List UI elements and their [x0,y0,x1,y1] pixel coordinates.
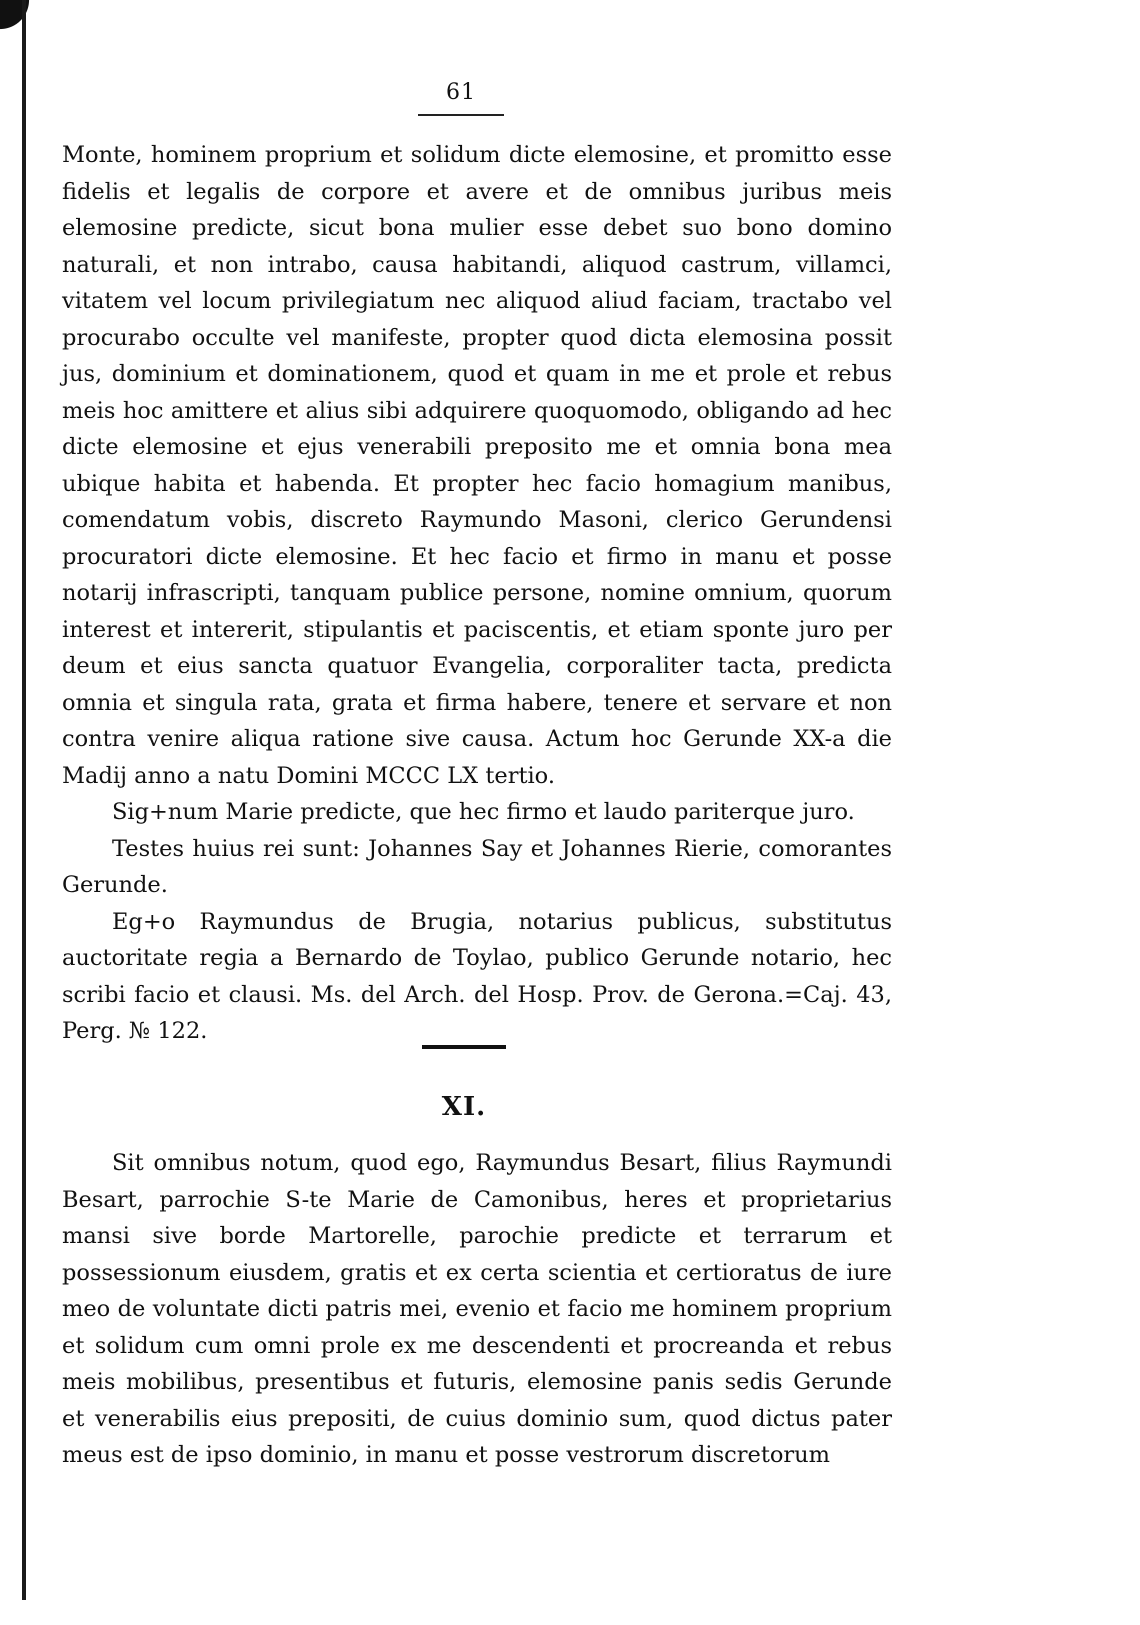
paragraph-witnesses: Testes huius rei sunt: Johannes Say et Johannes Rierie, comorantes Gerunde. [62,835,892,898]
scan-shadow-corner [0,0,38,36]
scan-binding-edge [22,0,26,1600]
text-block-bottom [62,1145,892,1474]
paragraph-notary-subscription: Eg+o Raymundus de Brugia, notarius publicus, substitutus auctoritate regia a Bernardo de Toylao, publico Gerunde notario, hec scribi facio et clausi. Ms. del Arch. del Hosp. Prov. de Gerona.=Caj. 43, Perg. № 122. [62,908,892,1044]
section-heading: XI. [441,1092,487,1122]
page-number: 61 [446,80,476,105]
paragraph-charter-continuation: Monte, hominem proprium et solidum dicte elemosine, et promitto esse fidelis et legalis de corpore et avere et de omnibus juribus meis elemosine predicte, sicut bona mulier esse debet suo bono domino naturali, et non intrabo, causa habitandi, aliquod castrum, villamci, vitatem vel locum privilegiatum nec aliquod aliud faciam, tractabo vel procurabo occulte vel manifeste, propter quod dicta elemosina possit jus, dominium et dominationem, quod et quam in me et prole et rebus meis hoc amittere et alius sibi adquirere quoquomodo, obligando ad hec dicte elemosine et ejus venerabili preposito me et omnia bona mea ubique habita et habenda. Et propter hec facio homagium manibus, comendatum vobis, discreto Raymundo Masoni, clerico Gerundensi procuratori dicte elemosine. Et hec facio et firmo in manu et posse notarij infrascripti, tanquam publice persone, nomine omnium, quorum interest et intererit, stipulantis et paciscentis, et etiam sponte juro per deum et eius sancta quatuor Evangelia, corporaliter tacta, predicta omnia et singula rata, grata et firma habere, tenere et servare et non contra venire aliqua ratione sive causa. Actum hoc Gerunde XX-a die Madij anno a natu Domini MCCC LX tertio. [62,142,892,789]
paragraph-section-xi: Sit omnibus notum, quod ego, Raymundus Besart, filius Raymundi Besart, parrochie S-te Marie de Camonibus, heres et proprietarius mansi sive borde Martorelle, parochie predicte et terrarum et possessionum eiusdem, gratis et ex certa scientia et certioratus de iure meo de voluntate dicti patris mei, evenio et facio me hominem proprium et solidum cum omni prole ex me descendenti et procreanda et rebus meis mobilibus, presentibus et futuris, elemosine panis sedis Gerunde et venerabilis eius prepositi, de cuius dominio sum, quod dictus pater meus est de ipso dominio, in manu et posse vestrorum discretorum [62,1150,892,1468]
page-number-rule [418,114,504,116]
paragraph-signum: Sig+num Marie predicte, que hec firmo et laudo pariterque juro. [112,799,855,825]
section-divider [422,1045,506,1049]
text-block-top [62,137,892,1050]
